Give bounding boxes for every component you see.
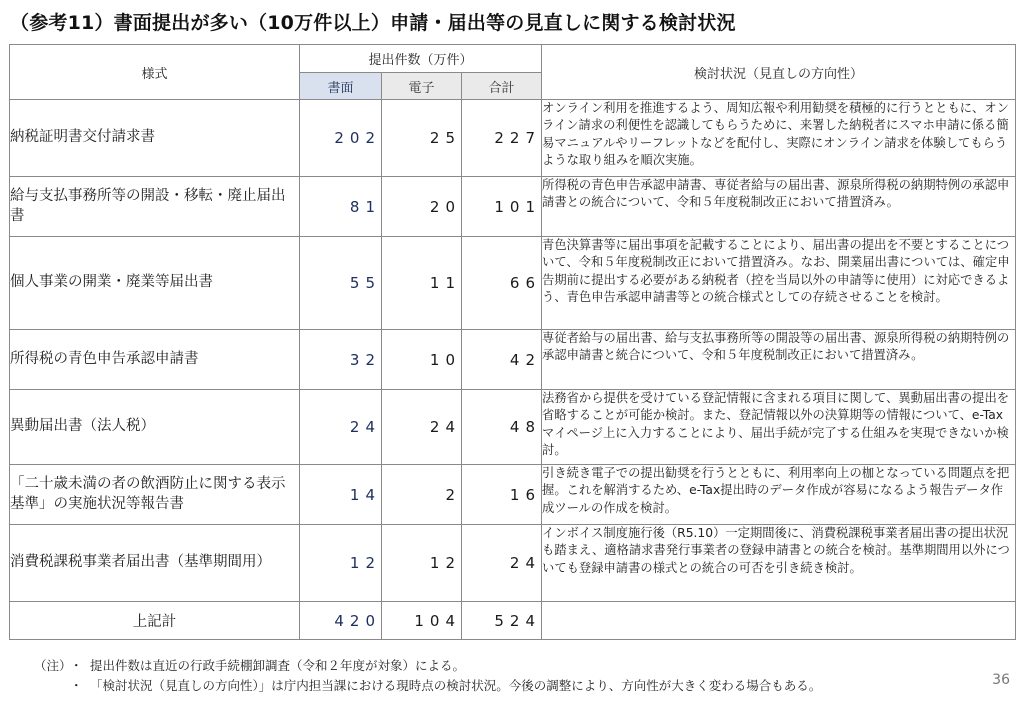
electronic-count: 11 xyxy=(382,237,462,330)
total-electronic-count: 104 xyxy=(382,602,462,640)
form-name: 異動届出書（法人税） xyxy=(10,390,300,465)
review-status: インボイス制度施行後（R5.10）一定期間後に、消費税課税事業者届出書の提出状況も踏まえ、適格請求書発行事業者の登録申請書との統合を検討。基準期間用以外についても登録申請書の様式との統合の可否を引き続き検討。 xyxy=(542,525,1016,602)
paper-count: 14 xyxy=(300,465,382,525)
total-count: 42 xyxy=(462,330,542,390)
total-count: 66 xyxy=(462,237,542,330)
footnote-2 xyxy=(34,676,821,696)
review-status: 引き続き電子での提出勧奨を行うとともに、利用率向上の枷となっている問題点を把握。これを解消するため、e-Tax提出時のデータ作成が容易になるよう報告データ作成ツールの作成を検討。 xyxy=(542,465,1016,525)
total-row-status xyxy=(542,602,1016,640)
footnote-text: 「検討状況（見直しの方向性）」は庁内担当課における現時点の検討状況。今後の調整により、方向性が大きく変わる場合もある。 xyxy=(90,678,822,694)
total-count: 24 xyxy=(462,525,542,602)
header-paper: 書面 xyxy=(300,73,382,100)
footnote-text: 提出件数は直近の行政手続棚卸調査（令和２年度が対象）による。 xyxy=(90,658,466,673)
electronic-count: 10 xyxy=(382,330,462,390)
header-status: 検討状況（見直しの方向性） xyxy=(542,45,1016,100)
footnotes xyxy=(34,656,821,697)
electronic-count: 25 xyxy=(382,100,462,177)
total-paper-count: 420 xyxy=(300,602,382,640)
table-row xyxy=(10,390,1016,465)
review-status: 専従者給与の届出書、給与支払事務所等の開設等の届出書、源泉所得税の納期特例の承認申請書と統合について、令和５年度税制改正において措置済み。 xyxy=(542,330,1016,390)
review-status-table xyxy=(9,44,1016,640)
header-form: 様式 xyxy=(10,45,300,100)
paper-count: 55 xyxy=(300,237,382,330)
header-total: 合計 xyxy=(462,73,542,100)
footnote-1 xyxy=(34,656,821,676)
total-count: 227 xyxy=(462,100,542,177)
grand-total-count: 524 xyxy=(462,602,542,640)
footnote-lead: （注） xyxy=(34,658,72,673)
electronic-count: 12 xyxy=(382,525,462,602)
page-title: （参考11）書面提出が多い（10万件以上）申請・届出等の見直しに関する検討状況 xyxy=(10,12,736,34)
bullet: ・ xyxy=(70,658,83,673)
form-name: 「二十歳未満の者の飲酒防止に関する表示基準」の実施状況等報告書 xyxy=(10,465,300,525)
table-row xyxy=(10,525,1016,602)
bullet: ・ xyxy=(70,678,83,694)
form-name: 消費税課税事業者届出書（基準期間用） xyxy=(10,525,300,602)
form-name: 所得税の青色申告承認申請書 xyxy=(10,330,300,390)
total-count: 101 xyxy=(462,177,542,237)
paper-count: 81 xyxy=(300,177,382,237)
header-count-group: 提出件数（万件） xyxy=(300,45,542,73)
table-row xyxy=(10,100,1016,177)
paper-count: 202 xyxy=(300,100,382,177)
review-status: 法務省から提供を受けている登記情報に含まれる項目に関して、異動届出書の提出を省略することが可能か検討。また、登記情報以外の決算期等の情報について、e-Taxマイページ上に入力することにより、届出手続が完了する仕組みを実現できないか検討。 xyxy=(542,390,1016,465)
table-row xyxy=(10,237,1016,330)
total-row xyxy=(10,602,1016,640)
table-row xyxy=(10,177,1016,237)
paper-count: 32 xyxy=(300,330,382,390)
electronic-count: 20 xyxy=(382,177,462,237)
total-count: 16 xyxy=(462,465,542,525)
review-status: 所得税の青色申告承認申請書、専従者給与の届出書、源泉所得税の納期特例の承認申請書との統合について、令和５年度税制改正において措置済み。 xyxy=(542,177,1016,237)
table-row xyxy=(10,465,1016,525)
total-count: 48 xyxy=(462,390,542,465)
table-row xyxy=(10,330,1016,390)
total-row-label: 上記計 xyxy=(10,602,300,640)
electronic-count: 2 xyxy=(382,465,462,525)
electronic-count: 24 xyxy=(382,390,462,465)
paper-count: 24 xyxy=(300,390,382,465)
page-number: 36 xyxy=(992,672,1010,688)
header-electronic: 電子 xyxy=(382,73,462,100)
paper-count: 12 xyxy=(300,525,382,602)
review-status: オンライン利用を推進するよう、周知広報や利用勧奨を積極的に行うとともに、オンライン請求の利便性を認識してもらうために、来署した納税者にスマホ申請に係る簡易マニュアルやリーフレットなどを配付し、実際にオンライン請求を体験してもらうような取り組みを順次実施。 xyxy=(542,100,1016,177)
form-name: 給与支払事務所等の開設・移転・廃止届出書 xyxy=(10,177,300,237)
form-name: 個人事業の開業・廃業等届出書 xyxy=(10,237,300,330)
form-name: 納税証明書交付請求書 xyxy=(10,100,300,177)
review-status: 青色決算書等に届出事項を記載することにより、届出書の提出を不要とすることについて、令和５年度税制改正において措置済み。なお、開業届出書については、確定申告期前に提出する必要がある納税者（控を当局以外の申請等に使用）に対応できるよう、青色申告承認申請書等との統合様式としての存続させることを検討。 xyxy=(542,237,1016,330)
